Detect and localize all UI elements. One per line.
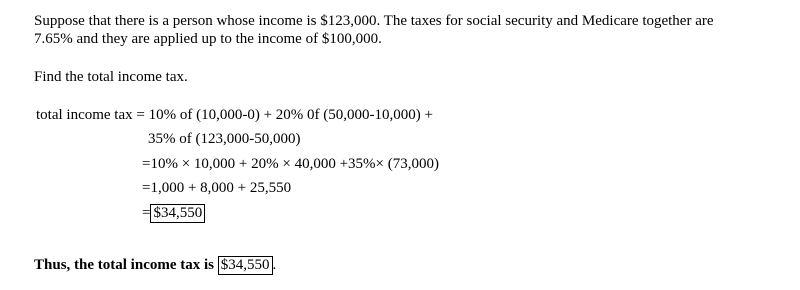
solution-step-2: 35% of (123,000-50,000) (148, 131, 301, 147)
problem-line-2: 7.65% and they are applied up to the income of $100,000. (34, 31, 382, 47)
conclusion-period: . (272, 257, 277, 273)
equals-sign: = (142, 205, 151, 221)
conclusion-line (34, 256, 276, 275)
question-text: Find the total income tax. (34, 69, 188, 85)
boxed-result: $34,550 (150, 204, 205, 223)
conclusion-text: Thus, the total income tax is (34, 257, 214, 273)
solution-step-4: =1,000 + 8,000 + 25,550 (142, 180, 292, 196)
solution-step-1: total income tax = 10% of (10,000-0) + 20% 0f (50,000-10,000) + (36, 107, 433, 123)
solution-step-5 (142, 204, 205, 223)
conclusion-result: $34,550 (218, 256, 273, 275)
problem-line-1: Suppose that there is a person whose income is $123,000. The taxes for social security and Medicare together are (34, 13, 714, 29)
solution-step-3: =10% × 10,000 + 20% × 40,000 +35%× (73,000) (142, 156, 439, 172)
